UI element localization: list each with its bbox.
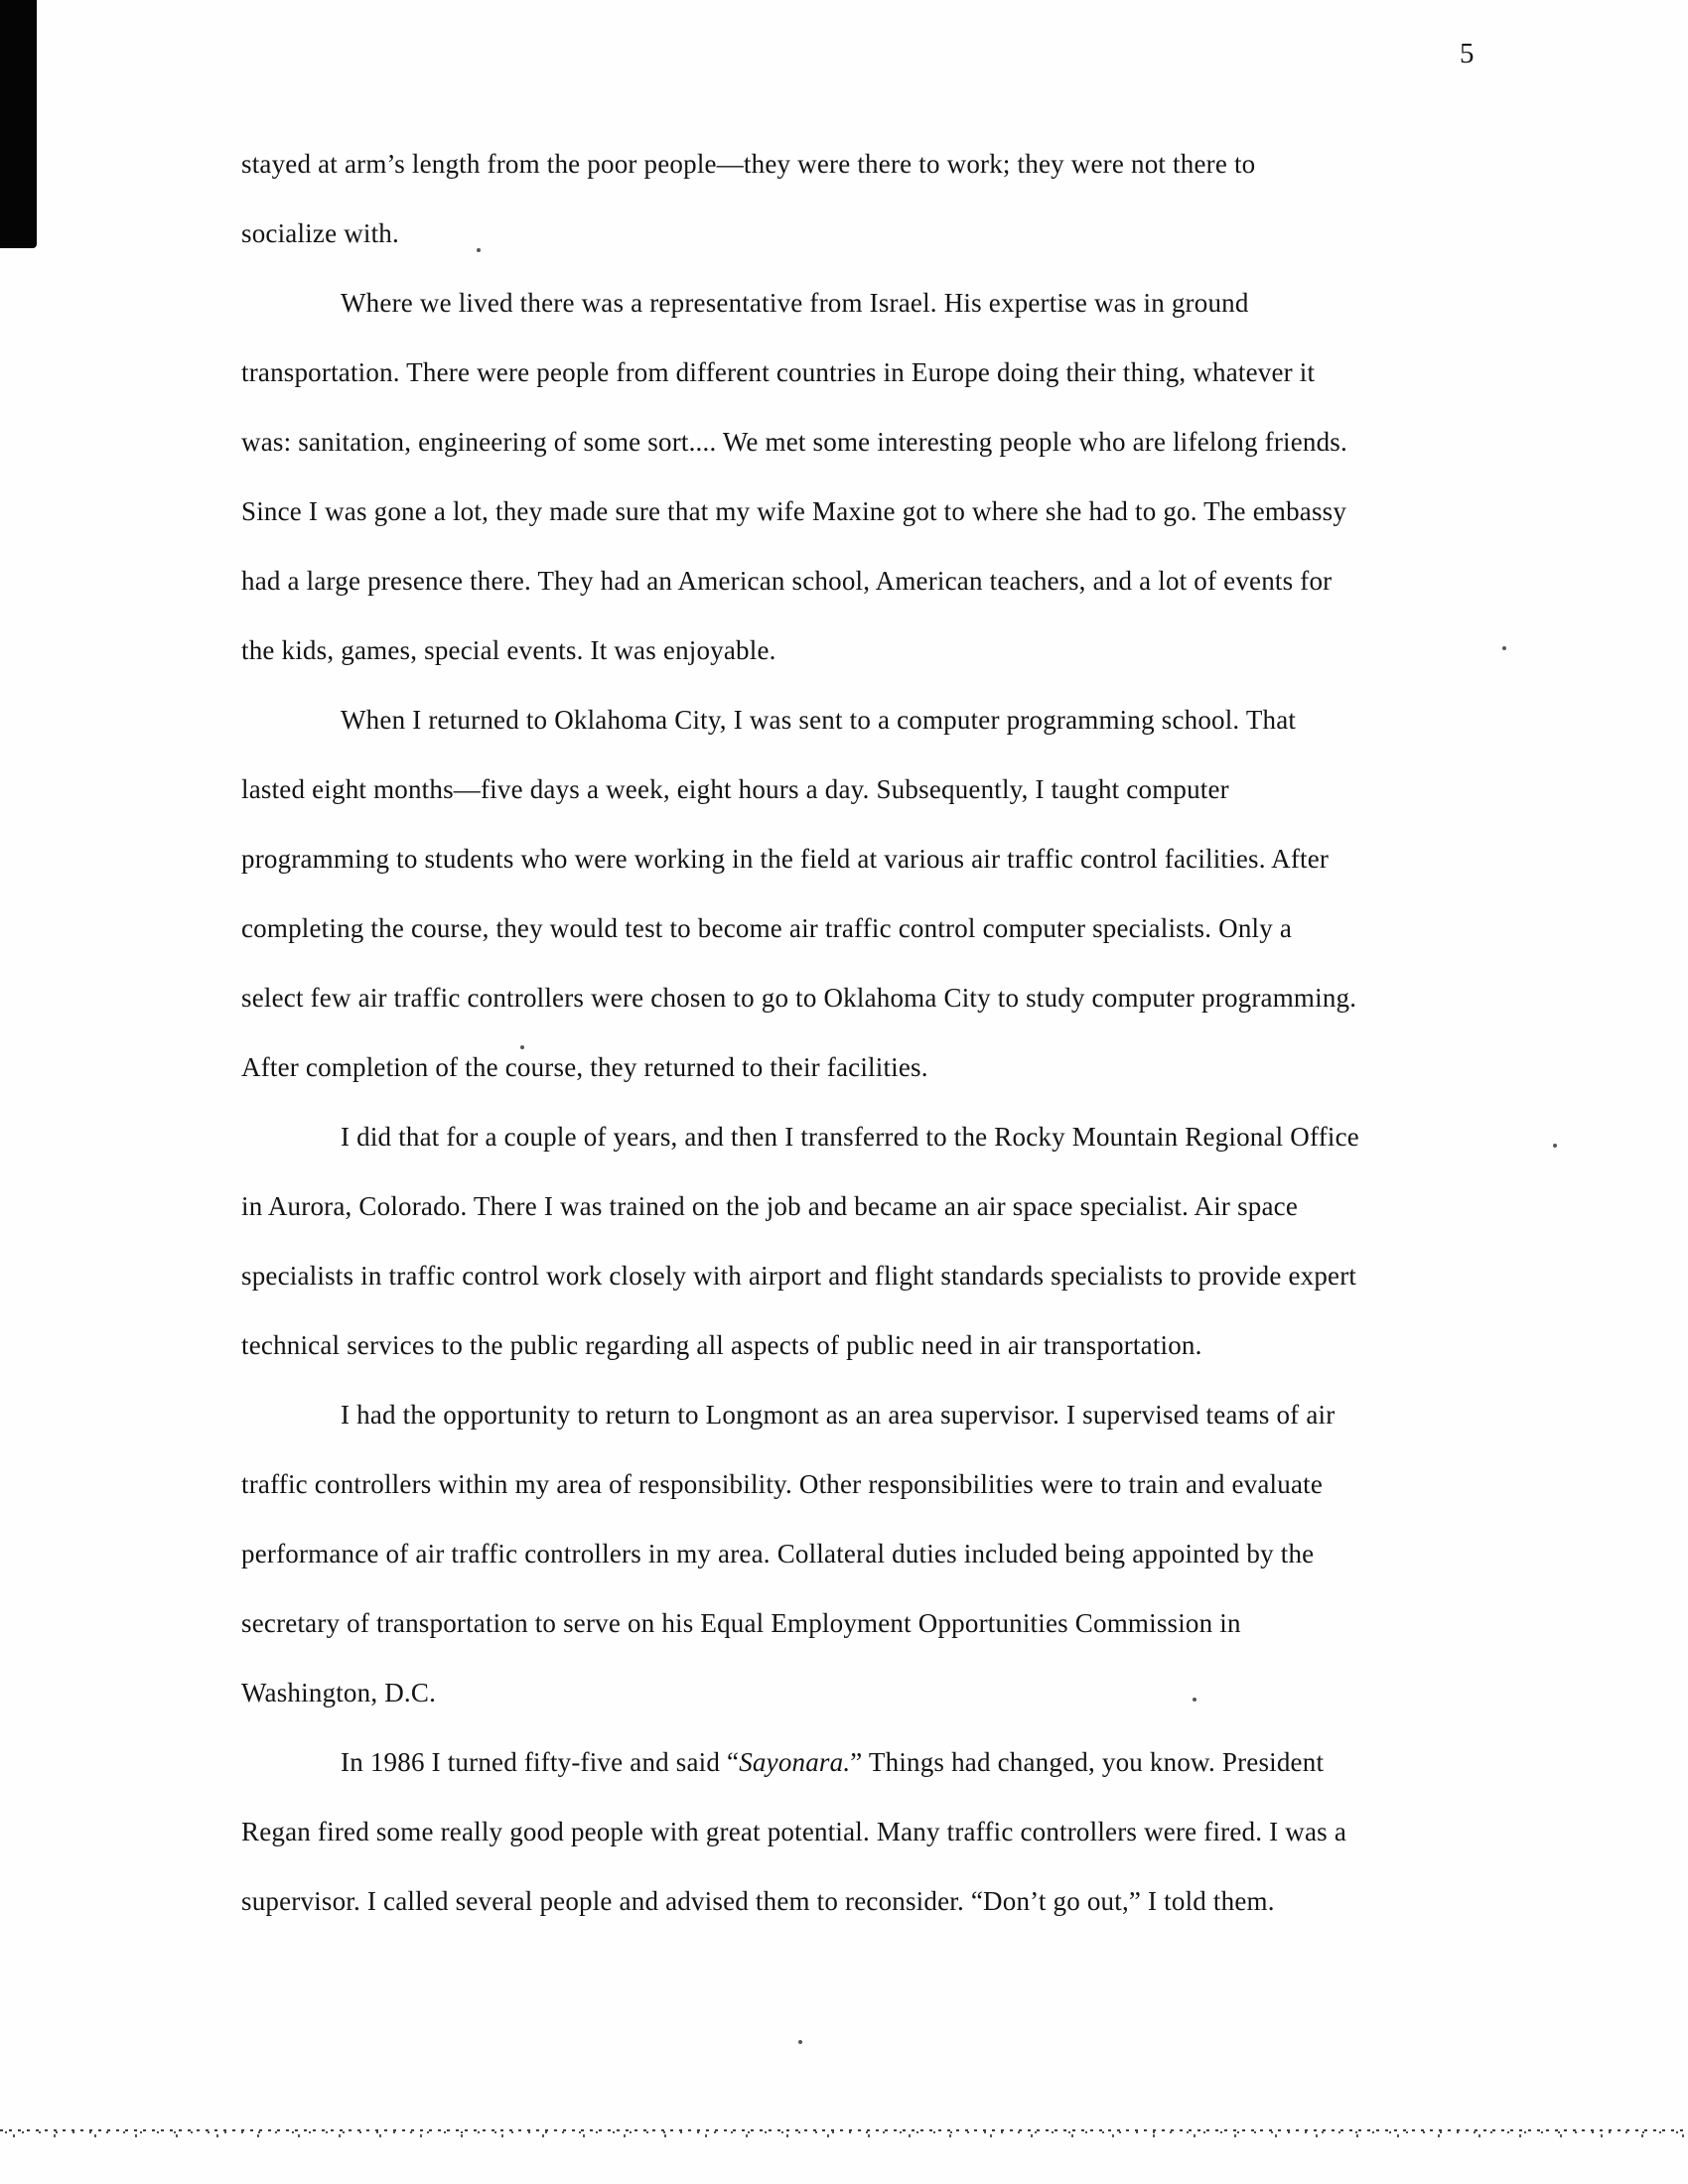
text-line: Where we lived there was a representative from Israel. His expertise was in ground: [341, 288, 1249, 318]
text-segment-italic: Sayonara.: [739, 1747, 851, 1777]
text-line: completing the course, they would test to become air traffic control computer specialists. Only a: [241, 913, 1293, 943]
text-segment-pre: In 1986 I turned fifty-five and said “: [341, 1747, 740, 1777]
text-line: secretary of transportation to serve on his Equal Employment Opportunities Commission in: [241, 1608, 1241, 1638]
transcript-text-block: [241, 129, 1532, 1936]
text-line: performance of air traffic controllers in my area. Collateral duties included being appointed by the: [241, 1539, 1315, 1569]
text-line: specialists in traffic control work closely with airport and flight standards specialists to provide expert: [241, 1261, 1357, 1291]
text-line: After completion of the course, they returned to their facilities.: [241, 1052, 928, 1082]
scan-speck: [520, 1045, 524, 1049]
text-line: transportation. There were people from different countries in Europe doing their thing, whatever it: [241, 357, 1316, 387]
text-line: I did that for a couple of years, and then I transferred to the Rocky Mountain Regional Office: [341, 1122, 1359, 1152]
scan-speck: [798, 2040, 802, 2044]
scan-speck: [1193, 1698, 1196, 1702]
text-line: had a large presence there. They had an American school, American teachers, and a lot of events for: [241, 566, 1333, 596]
scan-dotted-line: [0, 2128, 1688, 2138]
text-line: in Aurora, Colorado. There I was trained on the job and became an air space specialist. Air space: [241, 1191, 1299, 1221]
text-line-with-italic: [241, 1727, 1532, 1797]
page-number: 5: [1460, 38, 1475, 69]
scan-artifact-corner-bar: [0, 0, 37, 248]
scan-speck: [477, 248, 481, 252]
text-line: Washington, D.C.: [241, 1678, 437, 1707]
text-line: lasted eight months—five days a week, eight hours a day. Subsequently, I taught computer: [241, 774, 1229, 804]
text-line: I had the opportunity to return to Longmont as an area supervisor. I supervised teams of air: [341, 1400, 1336, 1430]
text-segment-post: ” Things had changed, you know. President: [850, 1747, 1325, 1777]
scan-speck: [1502, 646, 1506, 650]
text-line: supervisor. I called several people and advised them to reconsider. “Don’t go out,” I told them.: [241, 1886, 1275, 1916]
text-line: technical services to the public regarding all aspects of public need in air transportation.: [241, 1330, 1202, 1360]
text-line: the kids, games, special events. It was enjoyable.: [241, 635, 776, 665]
text-line: programming to students who were working in the field at various air traffic control facilities. After: [241, 844, 1330, 874]
text-line: stayed at arm’s length from the poor people—they were there to work; they were not there to: [241, 149, 1256, 179]
text-line: was: sanitation, engineering of some sort.... We met some interesting people who are lifelong friends.: [241, 427, 1347, 457]
text-line: select few air traffic controllers were chosen to go to Oklahoma City to study computer programming.: [241, 983, 1357, 1013]
text-line: socialize with.: [241, 218, 399, 248]
text-line: traffic controllers within my area of responsibility. Other responsibilities were to train and evaluate: [241, 1469, 1324, 1499]
scan-speck: [1553, 1144, 1557, 1148]
text-line: Regan fired some really good people with great potential. Many traffic controllers were fired. I was a: [241, 1817, 1347, 1846]
text-line: Since I was gone a lot, they made sure that my wife Maxine got to where she had to go. The embassy: [241, 496, 1347, 526]
text-line: When I returned to Oklahoma City, I was sent to a computer programming school. That: [341, 705, 1297, 735]
